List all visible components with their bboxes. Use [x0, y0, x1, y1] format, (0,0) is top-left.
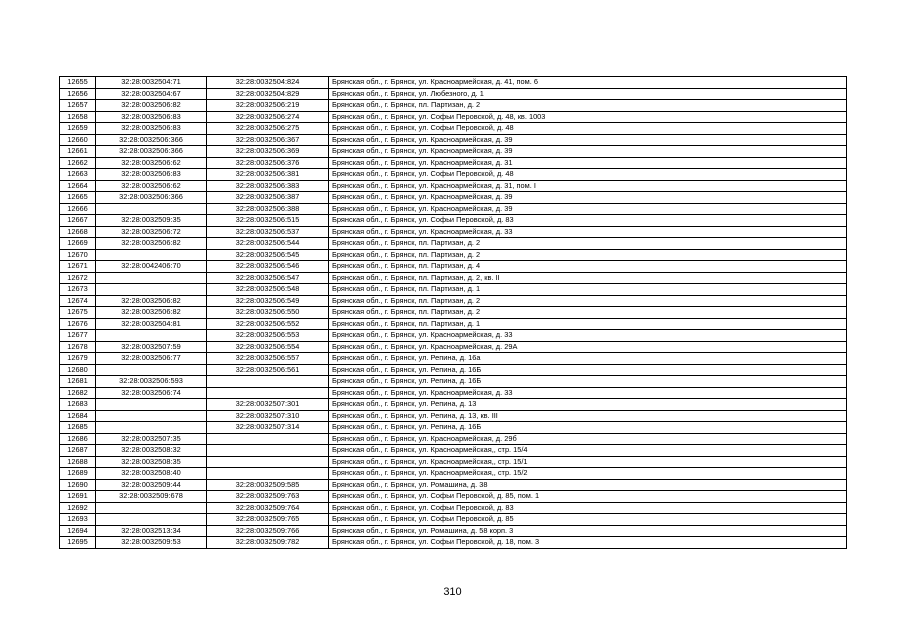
address-cell: Брянская обл., г. Брянск, ул. Софьи Перовской, д. 48, кв. 1003 — [329, 111, 847, 123]
land-cadastral-number-cell: 32:28:0032509:35 — [96, 215, 207, 227]
table-row — [60, 502, 847, 514]
row-number-cell: 12662 — [60, 157, 96, 169]
row-number-cell: 12678 — [60, 341, 96, 353]
row-number-cell: 12656 — [60, 88, 96, 100]
land-cadastral-number-cell — [96, 272, 207, 284]
address-cell: Брянская обл., г. Брянск, ул. Красноармейская, д. 33 — [329, 387, 847, 399]
object-cadastral-number-cell: 32:28:0032506:515 — [207, 215, 329, 227]
row-number-cell: 12683 — [60, 399, 96, 411]
table-row — [60, 134, 847, 146]
land-cadastral-number-cell — [96, 422, 207, 434]
object-cadastral-number-cell: 32:28:0032506:548 — [207, 284, 329, 296]
address-cell: Брянская обл., г. Брянск, ул. Красноармейская, д. 33 — [329, 330, 847, 342]
row-number-cell: 12665 — [60, 192, 96, 204]
land-cadastral-number-cell — [96, 203, 207, 215]
object-cadastral-number-cell: 32:28:0032506:388 — [207, 203, 329, 215]
row-number-cell: 12663 — [60, 169, 96, 181]
table-row — [60, 364, 847, 376]
address-cell: Брянская обл., г. Брянск, ул. Красноармейская, д. 39 — [329, 192, 847, 204]
table-row — [60, 111, 847, 123]
land-cadastral-number-cell: 32:28:0032506:83 — [96, 123, 207, 135]
row-number-cell: 12655 — [60, 77, 96, 89]
address-cell: Брянская обл., г. Брянск, ул. Репина, д. 16Б — [329, 364, 847, 376]
table-row — [60, 272, 847, 284]
land-cadastral-number-cell: 32:28:0032506:366 — [96, 192, 207, 204]
object-cadastral-number-cell: 32:28:0032506:376 — [207, 157, 329, 169]
object-cadastral-number-cell: 32:28:0032506:550 — [207, 307, 329, 319]
object-cadastral-number-cell: 32:28:0032506:369 — [207, 146, 329, 158]
row-number-cell: 12671 — [60, 261, 96, 273]
address-cell: Брянская обл., г. Брянск, ул. Красноармейская,, стр. 15/2 — [329, 468, 847, 480]
table-row — [60, 203, 847, 215]
address-cell: Брянская обл., г. Брянск, ул. Ромашина, д. 58 корп. 3 — [329, 525, 847, 537]
land-cadastral-number-cell: 32:28:0032506:83 — [96, 169, 207, 181]
row-number-cell: 12682 — [60, 387, 96, 399]
address-cell: Брянская обл., г. Брянск, ул. Красноармейская, д. 39 — [329, 203, 847, 215]
object-cadastral-number-cell: 32:28:0032506:561 — [207, 364, 329, 376]
land-cadastral-number-cell: 32:28:0032508:32 — [96, 445, 207, 457]
object-cadastral-number-cell: 32:28:0032506:552 — [207, 318, 329, 330]
land-cadastral-number-cell: 32:28:0032504:71 — [96, 77, 207, 89]
address-cell: Брянская обл., г. Брянск, ул. Красноармейская,, стр. 15/4 — [329, 445, 847, 457]
address-cell: Брянская обл., г. Брянск, ул. Софьи Перовской, д. 83 — [329, 215, 847, 227]
land-cadastral-number-cell: 32:28:0032509:678 — [96, 491, 207, 503]
land-cadastral-number-cell — [96, 502, 207, 514]
object-cadastral-number-cell: 32:28:0032506:275 — [207, 123, 329, 135]
row-number-cell: 12657 — [60, 100, 96, 112]
land-cadastral-number-cell — [96, 249, 207, 261]
address-cell: Брянская обл., г. Брянск, ул. Софьи Перовской, д. 48 — [329, 123, 847, 135]
address-cell: Брянская обл., г. Брянск, ул. Софьи Перовской, д. 85 — [329, 514, 847, 526]
address-cell: Брянская обл., г. Брянск, ул. Софьи Перовской, д. 85, пом. 1 — [329, 491, 847, 503]
land-cadastral-number-cell: 32:28:0032506:74 — [96, 387, 207, 399]
registry-table-body — [60, 77, 847, 549]
land-cadastral-number-cell: 32:28:0032507:35 — [96, 433, 207, 445]
row-number-cell: 12688 — [60, 456, 96, 468]
object-cadastral-number-cell: 32:28:0032509:782 — [207, 537, 329, 549]
object-cadastral-number-cell: 32:28:0032506:544 — [207, 238, 329, 250]
object-cadastral-number-cell — [207, 376, 329, 388]
object-cadastral-number-cell: 32:28:0032506:381 — [207, 169, 329, 181]
row-number-cell: 12670 — [60, 249, 96, 261]
object-cadastral-number-cell: 32:28:0032507:310 — [207, 410, 329, 422]
table-row — [60, 238, 847, 250]
row-number-cell: 12676 — [60, 318, 96, 330]
address-cell: Брянская обл., г. Брянск, ул. Репина, д. 16а — [329, 353, 847, 365]
object-cadastral-number-cell: 32:28:0032506:545 — [207, 249, 329, 261]
table-row — [60, 445, 847, 457]
address-cell: Брянская обл., г. Брянск, пл. Партизан, д. 2 — [329, 100, 847, 112]
object-cadastral-number-cell: 32:28:0032509:766 — [207, 525, 329, 537]
land-cadastral-number-cell: 32:28:0032504:67 — [96, 88, 207, 100]
row-number-cell: 12690 — [60, 479, 96, 491]
table-row — [60, 318, 847, 330]
address-cell: Брянская обл., г. Брянск, ул. Красноармейская, д. 31, пом. I — [329, 180, 847, 192]
table-row — [60, 261, 847, 273]
row-number-cell: 12689 — [60, 468, 96, 480]
land-cadastral-number-cell: 32:28:0032504:81 — [96, 318, 207, 330]
row-number-cell: 12660 — [60, 134, 96, 146]
row-number-cell: 12664 — [60, 180, 96, 192]
row-number-cell: 12680 — [60, 364, 96, 376]
row-number-cell: 12669 — [60, 238, 96, 250]
object-cadastral-number-cell: 32:28:0032509:765 — [207, 514, 329, 526]
object-cadastral-number-cell: 32:28:0032506:557 — [207, 353, 329, 365]
address-cell: Брянская обл., г. Брянск, ул. Софьи Перовской, д. 18, пом. 3 — [329, 537, 847, 549]
object-cadastral-number-cell: 32:28:0032506:549 — [207, 295, 329, 307]
table-row — [60, 88, 847, 100]
land-cadastral-number-cell: 32:28:0042406:70 — [96, 261, 207, 273]
address-cell: Брянская обл., г. Брянск, ул. Репина, д. 13 — [329, 399, 847, 411]
object-cadastral-number-cell: 32:28:0032506:554 — [207, 341, 329, 353]
table-row — [60, 180, 847, 192]
row-number-cell: 12686 — [60, 433, 96, 445]
land-cadastral-number-cell — [96, 330, 207, 342]
address-cell: Брянская обл., г. Брянск, ул. Красноармейская, д. 29А — [329, 341, 847, 353]
row-number-cell: 12674 — [60, 295, 96, 307]
address-cell: Брянская обл., г. Брянск, ул. Репина, д. 16Б — [329, 422, 847, 434]
object-cadastral-number-cell: 32:28:0032507:314 — [207, 422, 329, 434]
land-cadastral-number-cell: 32:28:0032508:35 — [96, 456, 207, 468]
address-cell: Брянская обл., г. Брянск, пл. Партизан, д. 2 — [329, 295, 847, 307]
object-cadastral-number-cell: 32:28:0032509:764 — [207, 502, 329, 514]
row-number-cell: 12685 — [60, 422, 96, 434]
table-row — [60, 123, 847, 135]
table-row — [60, 514, 847, 526]
address-cell: Брянская обл., г. Брянск, пл. Партизан, д. 2 — [329, 249, 847, 261]
address-cell: Брянская обл., г. Брянск, пл. Партизан, д. 1 — [329, 318, 847, 330]
table-row — [60, 249, 847, 261]
address-cell: Брянская обл., г. Брянск, ул. Репина, д. 16Б — [329, 376, 847, 388]
address-cell: Брянская обл., г. Брянск, ул. Красноармейская, д. 39 — [329, 146, 847, 158]
address-cell: Брянская обл., г. Брянск, ул. Репина, д. 13, кв. III — [329, 410, 847, 422]
table-row — [60, 456, 847, 468]
table-row — [60, 341, 847, 353]
row-number-cell: 12673 — [60, 284, 96, 296]
object-cadastral-number-cell: 32:28:0032506:547 — [207, 272, 329, 284]
table-row — [60, 77, 847, 89]
table-row — [60, 169, 847, 181]
object-cadastral-number-cell: 32:28:0032506:383 — [207, 180, 329, 192]
row-number-cell: 12661 — [60, 146, 96, 158]
row-number-cell: 12691 — [60, 491, 96, 503]
row-number-cell: 12672 — [60, 272, 96, 284]
table-row — [60, 537, 847, 549]
row-number-cell: 12693 — [60, 514, 96, 526]
table-row — [60, 192, 847, 204]
object-cadastral-number-cell: 32:28:0032506:219 — [207, 100, 329, 112]
object-cadastral-number-cell — [207, 433, 329, 445]
land-cadastral-number-cell: 32:28:0032513:34 — [96, 525, 207, 537]
address-cell: Брянская обл., г. Брянск, ул. Любезного, д. 1 — [329, 88, 847, 100]
land-cadastral-number-cell: 32:28:0032508:40 — [96, 468, 207, 480]
land-cadastral-number-cell: 32:28:0032506:82 — [96, 238, 207, 250]
object-cadastral-number-cell: 32:28:0032504:829 — [207, 88, 329, 100]
table-row — [60, 479, 847, 491]
address-cell: Брянская обл., г. Брянск, ул. Красноармейская, д. 33 — [329, 226, 847, 238]
address-cell: Брянская обл., г. Брянск, ул. Красноармейская,, стр. 15/1 — [329, 456, 847, 468]
land-cadastral-number-cell: 32:28:0032506:82 — [96, 295, 207, 307]
address-cell: Брянская обл., г. Брянск, ул. Софьи Перовской, д. 83 — [329, 502, 847, 514]
row-number-cell: 12658 — [60, 111, 96, 123]
table-row — [60, 295, 847, 307]
land-cadastral-number-cell: 32:28:0032506:82 — [96, 307, 207, 319]
land-cadastral-number-cell — [96, 364, 207, 376]
land-cadastral-number-cell: 32:28:0032506:83 — [96, 111, 207, 123]
object-cadastral-number-cell: 32:28:0032506:553 — [207, 330, 329, 342]
object-cadastral-number-cell — [207, 456, 329, 468]
table-row — [60, 491, 847, 503]
land-cadastral-number-cell: 32:28:0032506:72 — [96, 226, 207, 238]
table-row — [60, 146, 847, 158]
object-cadastral-number-cell — [207, 387, 329, 399]
address-cell: Брянская обл., г. Брянск, пл. Партизан, д. 2, кв. II — [329, 272, 847, 284]
address-cell: Брянская обл., г. Брянск, пл. Партизан, д. 4 — [329, 261, 847, 273]
row-number-cell: 12675 — [60, 307, 96, 319]
row-number-cell: 12681 — [60, 376, 96, 388]
table-row — [60, 157, 847, 169]
table-row — [60, 100, 847, 112]
land-cadastral-number-cell: 32:28:0032506:593 — [96, 376, 207, 388]
row-number-cell: 12687 — [60, 445, 96, 457]
table-row — [60, 410, 847, 422]
object-cadastral-number-cell: 32:28:0032507:301 — [207, 399, 329, 411]
row-number-cell: 12659 — [60, 123, 96, 135]
table-row — [60, 433, 847, 445]
table-row — [60, 307, 847, 319]
object-cadastral-number-cell — [207, 468, 329, 480]
row-number-cell: 12692 — [60, 502, 96, 514]
land-cadastral-number-cell: 32:28:0032506:82 — [96, 100, 207, 112]
row-number-cell: 12666 — [60, 203, 96, 215]
land-cadastral-number-cell: 32:28:0032507:59 — [96, 341, 207, 353]
object-cadastral-number-cell: 32:28:0032506:367 — [207, 134, 329, 146]
object-cadastral-number-cell — [207, 445, 329, 457]
table-row — [60, 387, 847, 399]
object-cadastral-number-cell: 32:28:0032506:546 — [207, 261, 329, 273]
row-number-cell: 12668 — [60, 226, 96, 238]
object-cadastral-number-cell: 32:28:0032509:585 — [207, 479, 329, 491]
row-number-cell: 12695 — [60, 537, 96, 549]
address-cell: Брянская обл., г. Брянск, ул. Ромашина, д. 38 — [329, 479, 847, 491]
address-cell: Брянская обл., г. Брянск, ул. Красноармейская, д. 39 — [329, 134, 847, 146]
registry-table — [59, 76, 847, 549]
table-row — [60, 422, 847, 434]
land-cadastral-number-cell: 32:28:0032506:366 — [96, 146, 207, 158]
land-cadastral-number-cell — [96, 284, 207, 296]
object-cadastral-number-cell: 32:28:0032504:824 — [207, 77, 329, 89]
land-cadastral-number-cell: 32:28:0032509:53 — [96, 537, 207, 549]
land-cadastral-number-cell: 32:28:0032506:62 — [96, 157, 207, 169]
page-number: 310 — [443, 586, 462, 598]
row-number-cell: 12677 — [60, 330, 96, 342]
object-cadastral-number-cell: 32:28:0032509:763 — [207, 491, 329, 503]
land-cadastral-number-cell — [96, 399, 207, 411]
land-cadastral-number-cell — [96, 410, 207, 422]
land-cadastral-number-cell: 32:28:0032509:44 — [96, 479, 207, 491]
address-cell: Брянская обл., г. Брянск, ул. Красноармейская, д. 31 — [329, 157, 847, 169]
address-cell: Брянская обл., г. Брянск, ул. Красноармейская, д. 41, пом. 6 — [329, 77, 847, 89]
land-cadastral-number-cell — [96, 514, 207, 526]
table-row — [60, 226, 847, 238]
row-number-cell: 12684 — [60, 410, 96, 422]
land-cadastral-number-cell: 32:28:0032506:62 — [96, 180, 207, 192]
table-row — [60, 376, 847, 388]
table-row — [60, 353, 847, 365]
table-row — [60, 284, 847, 296]
row-number-cell: 12667 — [60, 215, 96, 227]
land-cadastral-number-cell: 32:28:0032506:366 — [96, 134, 207, 146]
address-cell: Брянская обл., г. Брянск, ул. Софьи Перовской, д. 48 — [329, 169, 847, 181]
land-cadastral-number-cell: 32:28:0032506:77 — [96, 353, 207, 365]
address-cell: Брянская обл., г. Брянск, ул. Красноармейская, д. 29б — [329, 433, 847, 445]
table-row — [60, 468, 847, 480]
object-cadastral-number-cell: 32:28:0032506:387 — [207, 192, 329, 204]
row-number-cell: 12679 — [60, 353, 96, 365]
address-cell: Брянская обл., г. Брянск, пл. Партизан, д. 2 — [329, 307, 847, 319]
object-cadastral-number-cell: 32:28:0032506:537 — [207, 226, 329, 238]
table-row — [60, 215, 847, 227]
table-row — [60, 525, 847, 537]
table-row — [60, 399, 847, 411]
object-cadastral-number-cell: 32:28:0032506:274 — [207, 111, 329, 123]
row-number-cell: 12694 — [60, 525, 96, 537]
address-cell: Брянская обл., г. Брянск, пл. Партизан, д. 1 — [329, 284, 847, 296]
address-cell: Брянская обл., г. Брянск, пл. Партизан, д. 2 — [329, 238, 847, 250]
table-row — [60, 330, 847, 342]
